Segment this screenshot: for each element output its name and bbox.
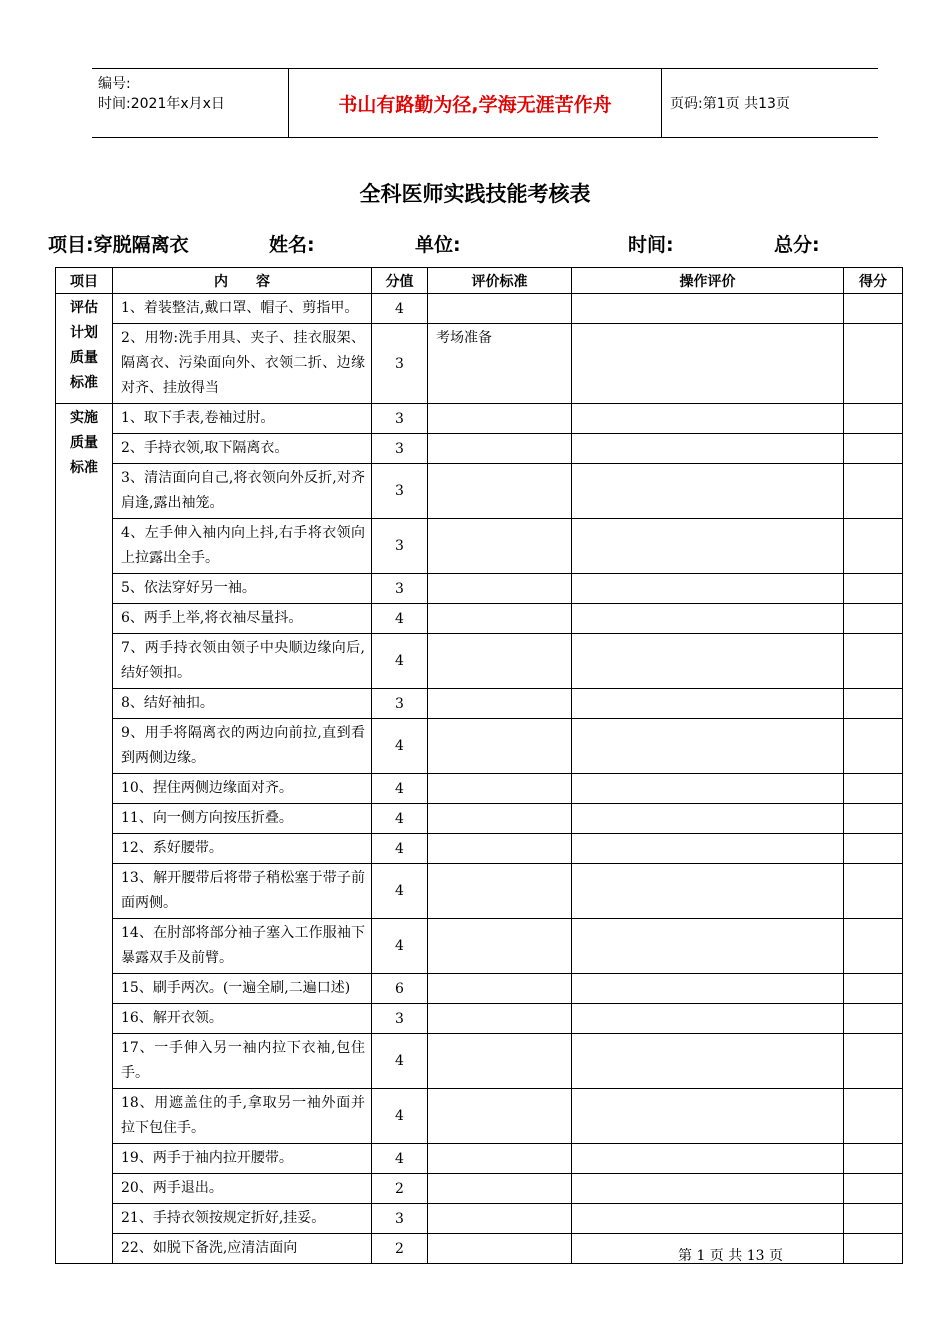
page-info: 页码:第1页 共13页 — [670, 96, 790, 112]
table-row — [56, 719, 903, 774]
criteria-cell — [428, 1234, 572, 1264]
grade-cell — [844, 774, 903, 804]
item-content: 15、刷手两次。(一遍全刷,二遍口述) — [113, 974, 372, 1004]
item-content: 2、用物:洗手用具、夹子、挂衣服架、隔离衣、污染面向外、衣领二折、边缘对齐、挂放得当 — [113, 324, 372, 404]
item-score: 3 — [372, 324, 428, 404]
item-score: 4 — [372, 719, 428, 774]
item-content: 1、着装整洁,戴口罩、帽子、剪指甲。 — [113, 294, 372, 324]
table-row — [56, 634, 903, 689]
section-label-line: 标准 — [70, 460, 98, 476]
item-score: 4 — [372, 834, 428, 864]
assessment-table — [55, 267, 903, 1264]
evaluation-cell — [572, 574, 844, 604]
section-label — [56, 404, 113, 1264]
item-score: 4 — [372, 864, 428, 919]
criteria-cell — [428, 1144, 572, 1174]
section-label-line: 评估 — [70, 300, 98, 316]
item-content: 7、两手持衣领由领子中央顺边缘向后,结好领扣。 — [113, 634, 372, 689]
item-score: 6 — [372, 974, 428, 1004]
criteria-cell — [428, 1174, 572, 1204]
evaluation-cell — [572, 689, 844, 719]
item-score: 4 — [372, 1144, 428, 1174]
grade-cell — [844, 804, 903, 834]
criteria-cell — [428, 689, 572, 719]
evaluation-cell — [572, 974, 844, 1004]
criteria-cell — [428, 634, 572, 689]
grade-cell — [844, 834, 903, 864]
criteria-cell — [428, 574, 572, 604]
table-row — [56, 1174, 903, 1204]
criteria-cell — [428, 864, 572, 919]
item-content: 16、解开衣领。 — [113, 1004, 372, 1034]
criteria-cell — [428, 294, 572, 324]
meta-name: 姓名: — [269, 234, 315, 256]
motto: 书山有路勤为径,学海无涯苦作舟 — [288, 69, 662, 137]
grade-cell — [844, 1174, 903, 1204]
item-content: 10、捏住两侧边缘面对齐。 — [113, 774, 372, 804]
evaluation-cell — [572, 1174, 844, 1204]
evaluation-cell — [572, 1004, 844, 1034]
evaluation-cell — [572, 294, 844, 324]
time-line: 时间:2021年x月x日 — [98, 96, 225, 112]
item-content: 18、用遮盖住的手,拿取另一袖外面并拉下包住手。 — [113, 1089, 372, 1144]
criteria-cell — [428, 834, 572, 864]
grade-cell — [844, 919, 903, 974]
item-content: 14、在肘部将部分袖子塞入工作服袖下暴露双手及前臂。 — [113, 919, 372, 974]
grade-cell — [844, 719, 903, 774]
grade-cell — [844, 634, 903, 689]
evaluation-cell — [572, 634, 844, 689]
criteria-cell — [428, 974, 572, 1004]
evaluation-cell — [572, 864, 844, 919]
evaluation-cell — [572, 774, 844, 804]
table-row — [56, 1144, 903, 1174]
table-row — [56, 834, 903, 864]
meta-project: 项目:穿脱隔离衣 — [48, 234, 189, 256]
grade-cell — [844, 1089, 903, 1144]
table-row — [56, 919, 903, 974]
table-row — [56, 804, 903, 834]
table-row — [56, 1089, 903, 1144]
criteria-cell: 考场准备 — [428, 324, 572, 404]
criteria-cell — [428, 804, 572, 834]
evaluation-cell — [572, 434, 844, 464]
table-row — [56, 689, 903, 719]
column-header: 项目 — [56, 268, 113, 294]
table-row — [56, 404, 903, 434]
grade-cell — [844, 1004, 903, 1034]
item-content: 8、结好袖扣。 — [113, 689, 372, 719]
item-content: 2、手持衣领,取下隔离衣。 — [113, 434, 372, 464]
item-content: 3、清洁面向自己,将衣领向外反折,对齐肩逢,露出袖笼。 — [113, 464, 372, 519]
grade-cell — [844, 574, 903, 604]
column-header: 操作评价 — [572, 268, 844, 294]
criteria-cell — [428, 1034, 572, 1089]
criteria-cell — [428, 1004, 572, 1034]
column-header: 分值 — [372, 268, 428, 294]
criteria-cell — [428, 1204, 572, 1234]
item-score: 3 — [372, 464, 428, 519]
item-score: 3 — [372, 1004, 428, 1034]
section-label-line: 质量 — [70, 350, 98, 366]
number-label: 编号: — [98, 76, 131, 92]
evaluation-cell — [572, 324, 844, 404]
item-content: 4、左手伸入袖内向上抖,右手将衣领向上拉露出全手。 — [113, 519, 372, 574]
grade-cell — [844, 1234, 903, 1264]
column-header: 得分 — [844, 268, 903, 294]
item-content: 22、如脱下备洗,应清洁面向 — [113, 1234, 372, 1264]
item-content: 17、一手伸入另一袖内拉下衣袖,包住手。 — [113, 1034, 372, 1089]
evaluation-cell — [572, 604, 844, 634]
item-content: 12、系好腰带。 — [113, 834, 372, 864]
section-label-line: 计划 — [70, 325, 98, 341]
meta-unit: 单位: — [415, 234, 461, 256]
evaluation-cell — [572, 519, 844, 574]
table-row — [56, 434, 903, 464]
grade-cell — [844, 689, 903, 719]
table-row — [56, 294, 903, 324]
evaluation-cell — [572, 1034, 844, 1089]
grade-cell — [844, 1144, 903, 1174]
item-score: 2 — [372, 1174, 428, 1204]
criteria-cell — [428, 774, 572, 804]
section-label-line: 实施 — [70, 410, 98, 426]
item-score: 3 — [372, 434, 428, 464]
table-row — [56, 1004, 903, 1034]
table-row — [56, 519, 903, 574]
item-score: 4 — [372, 804, 428, 834]
criteria-cell — [428, 464, 572, 519]
item-content: 6、两手上举,将衣袖尽量抖。 — [113, 604, 372, 634]
column-header: 评价标准 — [428, 268, 572, 294]
item-score: 4 — [372, 604, 428, 634]
evaluation-cell — [572, 464, 844, 519]
criteria-cell — [428, 1089, 572, 1144]
item-content: 20、两手退出。 — [113, 1174, 372, 1204]
evaluation-cell — [572, 719, 844, 774]
table-row — [56, 1204, 903, 1234]
grade-cell — [844, 324, 903, 404]
item-score: 3 — [372, 689, 428, 719]
item-score: 3 — [372, 404, 428, 434]
criteria-cell — [428, 434, 572, 464]
grade-cell — [844, 404, 903, 434]
item-score: 4 — [372, 1089, 428, 1144]
item-content: 19、两手于袖内拉开腰带。 — [113, 1144, 372, 1174]
criteria-cell — [428, 719, 572, 774]
item-score: 4 — [372, 294, 428, 324]
page-header — [92, 68, 878, 138]
item-score: 2 — [372, 1234, 428, 1264]
table-row — [56, 464, 903, 519]
criteria-cell — [428, 919, 572, 974]
meta-time: 时间: — [628, 234, 674, 256]
evaluation-cell — [572, 919, 844, 974]
item-content: 21、手持衣领按规定折好,挂妥。 — [113, 1204, 372, 1234]
item-score: 3 — [372, 1204, 428, 1234]
table-row — [56, 574, 903, 604]
table-header-row — [56, 268, 903, 294]
table-row — [56, 864, 903, 919]
table-row — [56, 774, 903, 804]
header-left-block — [92, 69, 288, 137]
evaluation-cell — [572, 834, 844, 864]
grade-cell — [844, 434, 903, 464]
table-row — [56, 604, 903, 634]
criteria-cell — [428, 604, 572, 634]
page-footer: 第 1 页 共 13 页 — [678, 1248, 783, 1264]
item-score: 4 — [372, 1034, 428, 1089]
section-label-line: 标准 — [70, 375, 98, 391]
section-label — [56, 294, 113, 404]
meta-total: 总分: — [774, 234, 820, 256]
item-content: 11、向一侧方向按压折叠。 — [113, 804, 372, 834]
item-content: 13、解开腰带后将带子稍松塞于带子前面两侧。 — [113, 864, 372, 919]
grade-cell — [844, 974, 903, 1004]
evaluation-cell — [572, 1204, 844, 1234]
evaluation-cell — [572, 1089, 844, 1144]
table-row — [56, 324, 903, 404]
column-header: 内 容 — [113, 268, 372, 294]
item-score: 4 — [372, 634, 428, 689]
grade-cell — [844, 464, 903, 519]
criteria-cell — [428, 519, 572, 574]
grade-cell — [844, 519, 903, 574]
item-content: 9、用手将隔离衣的两边向前拉,直到看到两侧边缘。 — [113, 719, 372, 774]
criteria-cell — [428, 404, 572, 434]
table-row — [56, 1034, 903, 1089]
item-content: 1、取下手表,卷袖过肘。 — [113, 404, 372, 434]
item-score: 3 — [372, 519, 428, 574]
evaluation-cell — [572, 1144, 844, 1174]
item-score: 3 — [372, 574, 428, 604]
grade-cell — [844, 1204, 903, 1234]
evaluation-cell — [572, 404, 844, 434]
grade-cell — [844, 604, 903, 634]
section-label-line: 质量 — [70, 435, 98, 451]
item-content: 5、依法穿好另一袖。 — [113, 574, 372, 604]
item-score: 4 — [372, 774, 428, 804]
item-score: 4 — [372, 919, 428, 974]
table-body — [56, 294, 903, 1264]
table-row — [56, 974, 903, 1004]
evaluation-cell — [572, 804, 844, 834]
grade-cell — [844, 1034, 903, 1089]
document-title: 全科医师实践技能考核表 — [359, 181, 591, 206]
grade-cell — [844, 864, 903, 919]
grade-cell — [844, 294, 903, 324]
